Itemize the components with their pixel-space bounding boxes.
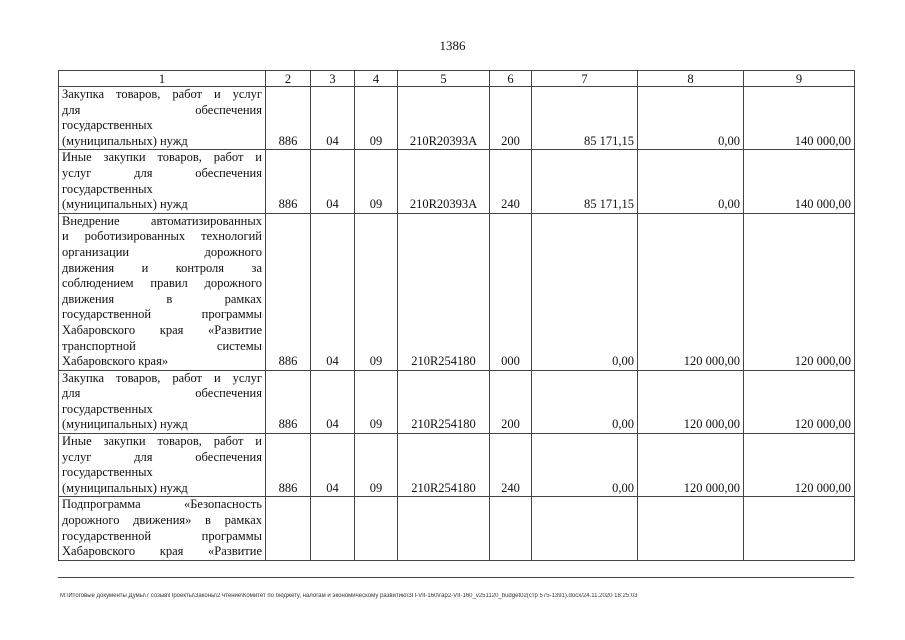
- cell-admin-code: 886: [266, 370, 311, 433]
- table-row: [59, 434, 855, 497]
- cell-expense-type: 240: [490, 434, 532, 497]
- description-line: и роботизированных технологий: [62, 229, 262, 244]
- cell-amount-2022: 140 000,00: [744, 150, 855, 213]
- cell-target-article: 210R20393A: [398, 87, 490, 150]
- description-line: государственной программы: [62, 528, 262, 543]
- cell-amount-2022: 140 000,00: [744, 87, 855, 150]
- cell-expense-type: 000: [490, 213, 532, 370]
- row-description: [59, 150, 266, 213]
- description-line: (муниципальных) нужд: [62, 133, 188, 148]
- description-line: Иные закупки товаров, работ и: [62, 434, 262, 449]
- cell-subsection: 09: [355, 370, 398, 433]
- table-row: [59, 370, 855, 433]
- cell-subsection: 09: [355, 87, 398, 150]
- description-line: для обеспечения: [62, 386, 262, 401]
- cell-subsection: [355, 497, 398, 560]
- cell-amount-2021: 120 000,00: [638, 213, 744, 370]
- description-line: государственных: [62, 181, 153, 196]
- description-line: (муниципальных) нужд: [62, 197, 188, 212]
- cell-section: 04: [311, 150, 355, 213]
- description-line: Хабаровского края «Развитие: [62, 322, 262, 337]
- cell-amount-2022: 120 000,00: [744, 434, 855, 497]
- description-line: Хабаровского края «Развитие: [62, 544, 262, 559]
- description-line: Подпрограмма «Безопасность: [62, 497, 262, 512]
- cell-amount-2020: 0,00: [532, 434, 638, 497]
- description-line: услуг для обеспечения: [62, 165, 262, 180]
- row-description: [59, 213, 266, 370]
- column-header: 4: [355, 71, 398, 87]
- cell-expense-type: 240: [490, 150, 532, 213]
- cell-target-article: [398, 497, 490, 560]
- description-line: государственной программы: [62, 307, 262, 322]
- cell-amount-2020: 85 171,15: [532, 87, 638, 150]
- description-line: соблюдением правил дорожного: [62, 276, 262, 291]
- cell-section: 04: [311, 370, 355, 433]
- column-header: 2: [266, 71, 311, 87]
- cell-amount-2020: 85 171,15: [532, 150, 638, 213]
- description-line: дорожного движения» в рамках: [62, 513, 262, 528]
- cell-admin-code: 886: [266, 434, 311, 497]
- cell-section: 04: [311, 87, 355, 150]
- description-line: государственных: [62, 401, 153, 416]
- description-line: движения и контроля за: [62, 260, 262, 275]
- row-description: [59, 370, 266, 433]
- header-row: [59, 71, 855, 87]
- cell-target-article: 210R20393A: [398, 150, 490, 213]
- cell-expense-type: 200: [490, 370, 532, 433]
- cell-admin-code: 886: [266, 150, 311, 213]
- description-line: Внедрение автоматизированных: [62, 213, 262, 228]
- table-row: [59, 87, 855, 150]
- description-line: транспортной системы: [62, 338, 262, 353]
- cell-admin-code: [266, 497, 311, 560]
- column-header: 8: [638, 71, 744, 87]
- cell-target-article: 210R254180: [398, 370, 490, 433]
- cell-amount-2021: 0,00: [638, 87, 744, 150]
- table-bottom-line: [58, 577, 854, 578]
- description-line: для обеспечения: [62, 102, 262, 117]
- description-line: Иные закупки товаров, работ и: [62, 150, 262, 165]
- cell-admin-code: 886: [266, 213, 311, 370]
- budget-table: [58, 70, 855, 561]
- description-line: Закупка товаров, работ и услуг: [62, 370, 262, 385]
- cell-amount-2022: 120 000,00: [744, 370, 855, 433]
- column-header: 9: [744, 71, 855, 87]
- page-number: 1386: [439, 38, 466, 53]
- cell-subsection: 09: [355, 150, 398, 213]
- table-row: [59, 497, 855, 560]
- table-row: [59, 150, 855, 213]
- cell-amount-2022: [744, 497, 855, 560]
- cell-amount-2020: 0,00: [532, 213, 638, 370]
- column-header: 1: [59, 71, 266, 87]
- cell-admin-code: 886: [266, 87, 311, 150]
- description-line: Закупка товаров, работ и услуг: [62, 87, 262, 101]
- cell-amount-2020: 0,00: [532, 370, 638, 433]
- cell-amount-2021: [638, 497, 744, 560]
- description-line: (муниципальных) нужд: [62, 480, 188, 495]
- cell-amount-2021: 0,00: [638, 150, 744, 213]
- description-line: государственных: [62, 118, 153, 133]
- row-description: [59, 87, 266, 150]
- cell-amount-2021: 120 000,00: [638, 370, 744, 433]
- cell-target-article: 210R254180: [398, 213, 490, 370]
- cell-amount-2022: 120 000,00: [744, 213, 855, 370]
- cell-subsection: 09: [355, 213, 398, 370]
- cell-target-article: 210R254180: [398, 434, 490, 497]
- table-row: [59, 213, 855, 370]
- column-header: 5: [398, 71, 490, 87]
- column-header: 7: [532, 71, 638, 87]
- cell-expense-type: 200: [490, 87, 532, 150]
- cell-section: [311, 497, 355, 560]
- row-description: [59, 497, 266, 560]
- document-path-footer: M:\Итоговые документы Думы\7 созыв\Проекты\Законы\2 чтение\Комитет по бюджету, налогам и экономическому развитию\ЗП-VII-160\гар2-VII-160_v251120_budget02(стр 575-1391).docx/24.11.2020 18:25:03: [60, 593, 638, 599]
- cell-subsection: 09: [355, 434, 398, 497]
- description-line: государственных: [62, 465, 153, 480]
- cell-section: 04: [311, 213, 355, 370]
- cell-expense-type: [490, 497, 532, 560]
- description-line: организации дорожного: [62, 244, 262, 259]
- cell-amount-2021: 120 000,00: [638, 434, 744, 497]
- description-line: (муниципальных) нужд: [62, 417, 188, 432]
- description-line: движения в рамках: [62, 291, 262, 306]
- row-description: [59, 434, 266, 497]
- column-header: 3: [311, 71, 355, 87]
- description-line: услуг для обеспечения: [62, 449, 262, 464]
- description-line: Хабаровского края»: [62, 354, 169, 369]
- column-header: 6: [490, 71, 532, 87]
- cell-section: 04: [311, 434, 355, 497]
- cell-amount-2020: [532, 497, 638, 560]
